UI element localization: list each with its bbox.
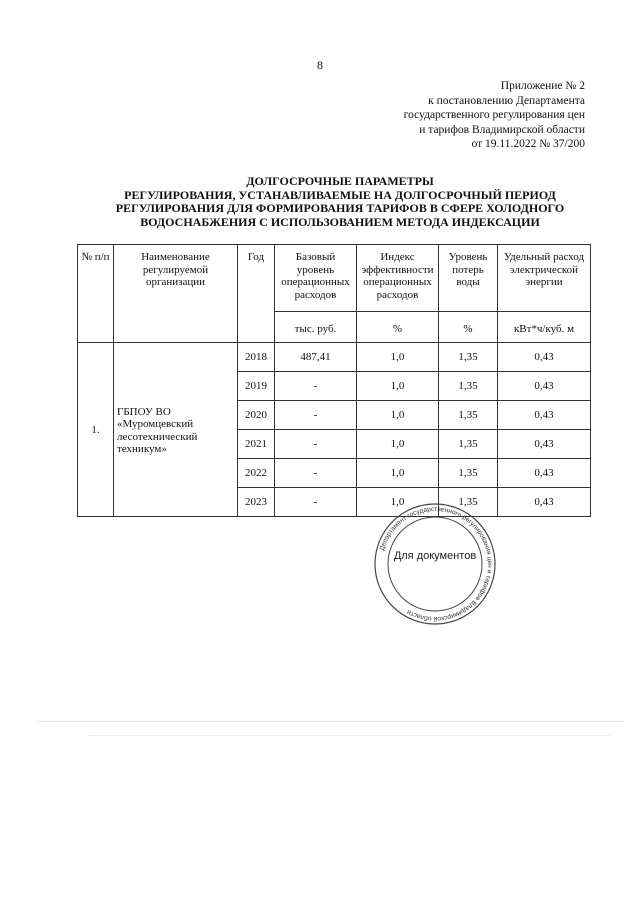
cell-year: 2020 — [238, 401, 275, 430]
cell-energy-consumption: 0,43 — [498, 343, 591, 372]
header-efficiency-index: Индекс эффективности операционных расходов — [357, 245, 439, 312]
cell-energy-consumption: 0,43 — [498, 430, 591, 459]
cell-year: 2022 — [238, 459, 275, 488]
table-header-row — [78, 245, 591, 312]
appendix-line: от 19.11.2022 № 37/200 — [471, 138, 585, 150]
scan-artifact-line — [38, 721, 623, 722]
row-number: 1. — [78, 343, 114, 517]
cell-energy-consumption: 0,43 — [498, 372, 591, 401]
parameters-table — [77, 244, 591, 517]
official-stamp — [373, 502, 497, 626]
cell-base-expenses: - — [275, 430, 357, 459]
cell-efficiency-index: 1,0 — [357, 488, 439, 517]
cell-water-loss: 1,35 — [439, 459, 498, 488]
cell-efficiency-index: 1,0 — [357, 401, 439, 430]
title-line: ВОДОСНАБЖЕНИЯ С ИСПОЛЬЗОВАНИЕМ МЕТОДА ИНДЕКСАЦИИ — [140, 214, 540, 229]
appendix-block — [404, 79, 585, 152]
cell-water-loss: 1,35 — [439, 343, 498, 372]
cell-energy-consumption: 0,43 — [498, 401, 591, 430]
appendix-line: государственного регулирования цен — [403, 109, 585, 121]
cell-energy-consumption: 0,43 — [498, 488, 591, 517]
cell-efficiency-index: 1,0 — [357, 430, 439, 459]
cell-base-expenses: - — [275, 488, 357, 517]
cell-year: 2019 — [238, 372, 275, 401]
header-base-expenses: Базовый уровень операционных расходов — [275, 245, 357, 312]
page-number: 8 — [317, 58, 323, 72]
header-water-loss: Уровень потерь воды — [439, 245, 498, 312]
cell-year: 2023 — [238, 488, 275, 517]
cell-water-loss: 1,35 — [439, 430, 498, 459]
unit-water-loss: % — [439, 312, 498, 343]
header-num: № п/п — [78, 245, 114, 343]
cell-water-loss: 1,35 — [439, 372, 498, 401]
cell-base-expenses: - — [275, 401, 357, 430]
table-row — [78, 343, 591, 372]
cell-year: 2021 — [238, 430, 275, 459]
title-line: ДОЛГОСРОЧНЫЕ ПАРАМЕТРЫ — [246, 174, 434, 188]
organization-name: ГБПОУ ВО «Муромцевский лесотехнический техникум» — [114, 343, 238, 517]
cell-water-loss: 1,35 — [439, 401, 498, 430]
unit-efficiency-index: % — [357, 312, 439, 343]
stamp-ring-text: Департамент государственного регулирования цен и тарифов Владимирской области — [378, 505, 494, 623]
cell-base-expenses: 487,41 — [275, 343, 357, 372]
cell-base-expenses: - — [275, 372, 357, 401]
cell-year: 2018 — [238, 343, 275, 372]
stamp-center-text: Для документов — [393, 550, 477, 562]
document-title — [60, 175, 620, 229]
header-year: Год — [238, 245, 275, 343]
cell-energy-consumption: 0,43 — [498, 459, 591, 488]
scan-artifact-line — [90, 735, 610, 736]
appendix-line: к постановлению Департамента — [428, 94, 585, 107]
unit-energy-consumption: кВт*ч/куб. м — [498, 312, 591, 343]
appendix-line: и тарифов Владимирской области — [419, 123, 585, 136]
cell-efficiency-index: 1,0 — [357, 343, 439, 372]
cell-base-expenses: - — [275, 459, 357, 488]
cell-water-loss: 1,35 — [439, 488, 498, 517]
header-organization: Наименование регулируемой организации — [114, 245, 238, 343]
cell-efficiency-index: 1,0 — [357, 459, 439, 488]
title-line: РЕГУЛИРОВАНИЯ ДЛЯ ФОРМИРОВАНИЯ ТАРИФОВ В СФЕРЕ ХОЛОДНОГО — [115, 201, 565, 215]
header-energy-consumption: Удельный расход электрической энергии — [498, 245, 591, 312]
cell-efficiency-index: 1,0 — [357, 372, 439, 401]
title-line: РЕГУЛИРОВАНИЯ, УСТАНАВЛИВАЕМЫЕ НА ДОЛГОСРОЧНЫЙ ПЕРИОД — [124, 187, 556, 202]
appendix-line: Приложение № 2 — [500, 80, 585, 92]
unit-base-expenses: тыс. руб. — [275, 312, 357, 343]
